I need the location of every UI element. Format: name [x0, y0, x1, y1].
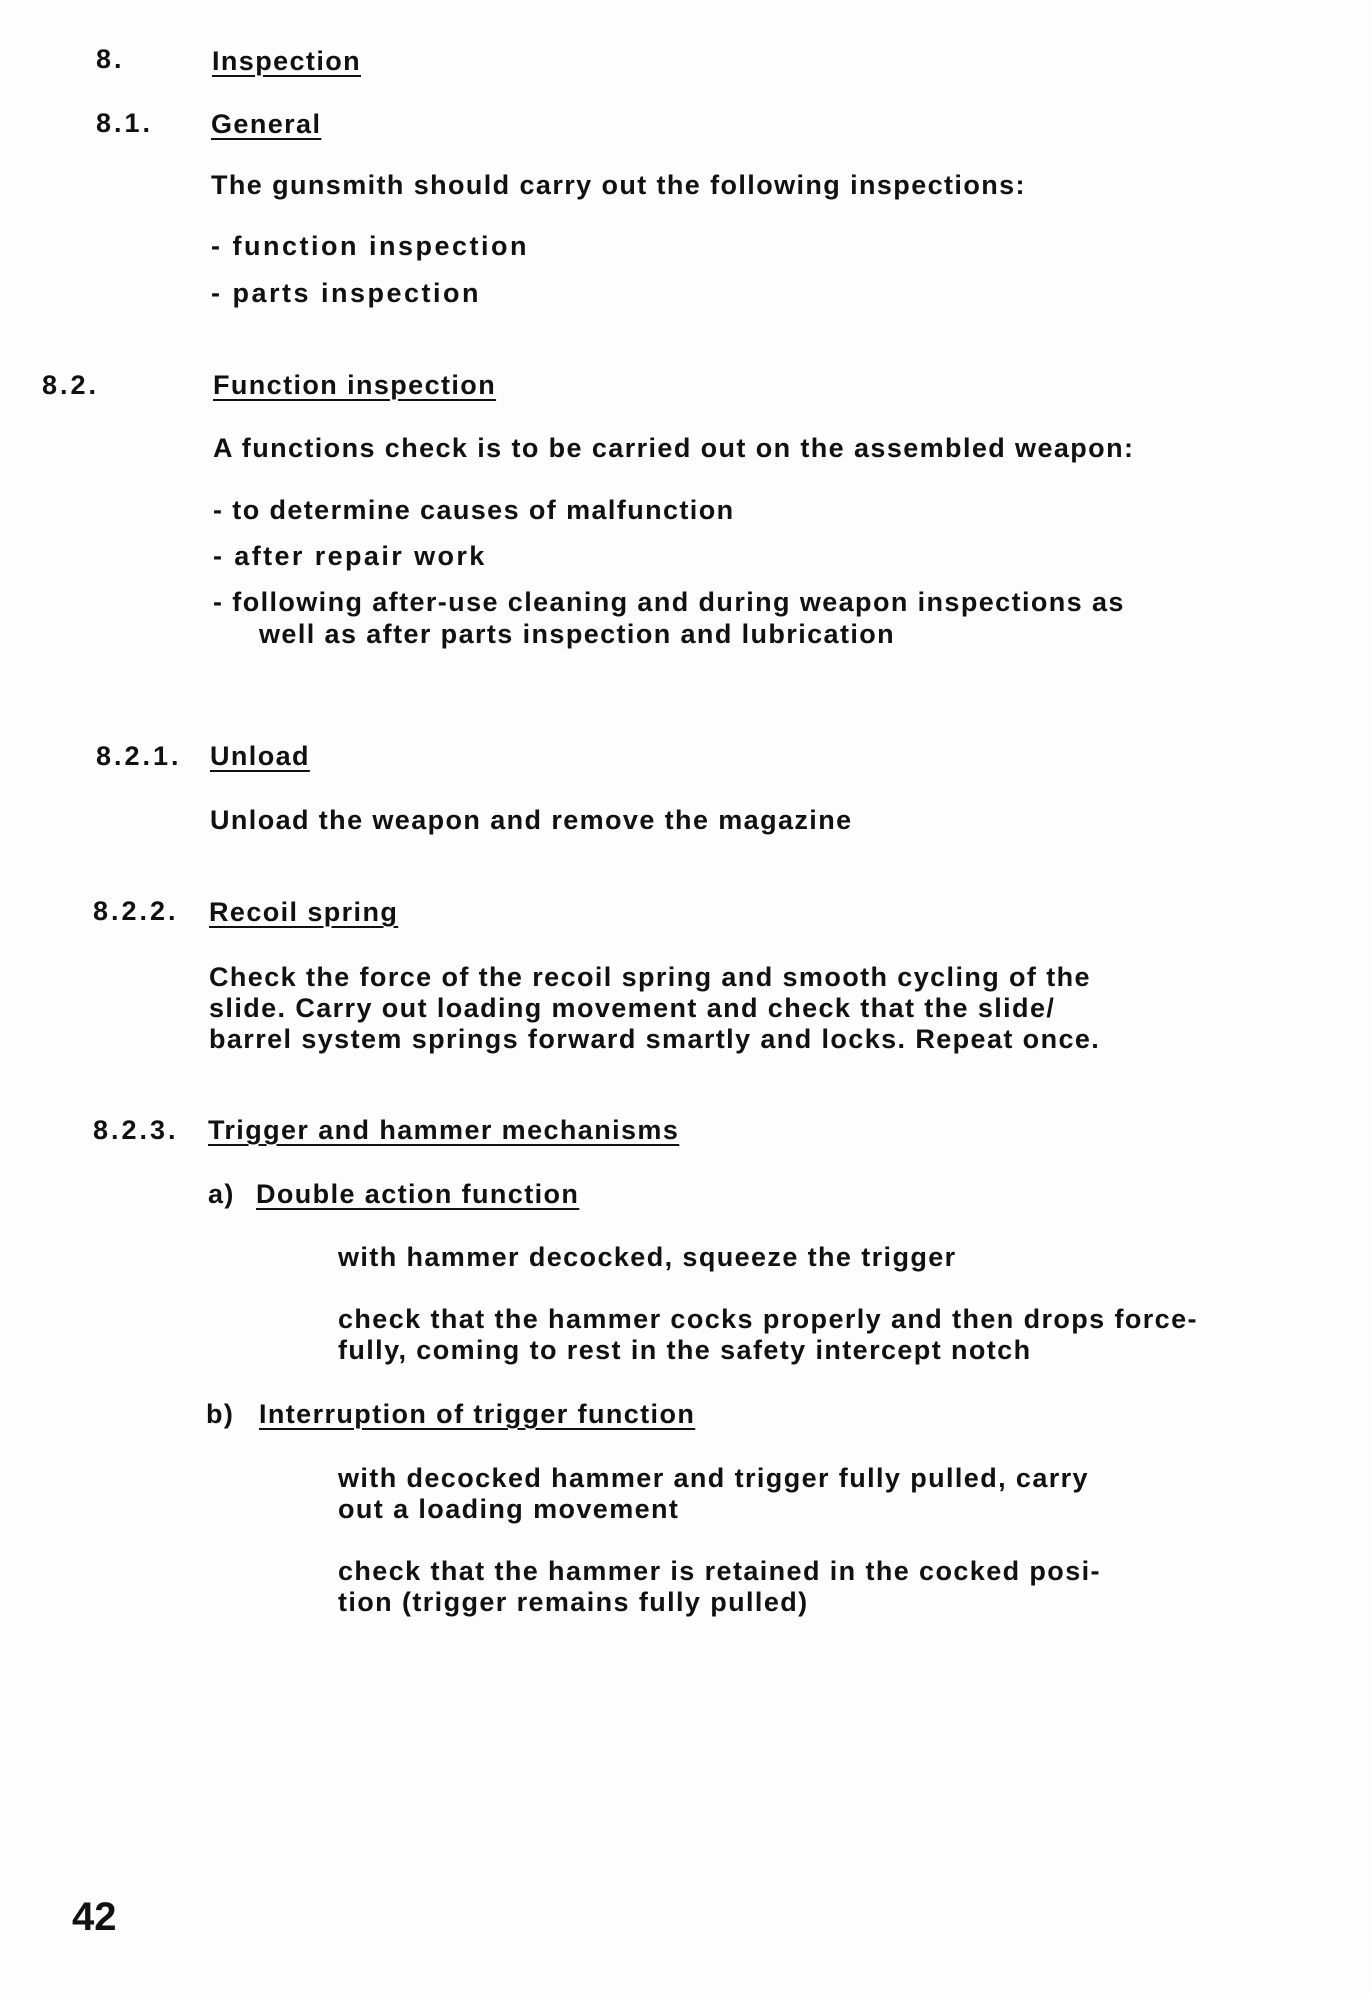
page-number: 42 — [72, 1895, 117, 1939]
subsection-b-paragraph-1-line-1: with decocked hammer and trigger fully pulled, carry — [338, 1463, 1089, 1493]
section-8-2-title: Function inspection — [213, 370, 497, 400]
section-8-1-bullet-1: - function inspection — [211, 233, 529, 260]
section-8-2-2-line-1: Check the force of the recoil spring and smooth cycling of the — [209, 962, 1091, 992]
section-8-1-bullet-2: - parts inspection — [211, 280, 481, 307]
section-8-2-1-number: 8.2.1. — [96, 741, 182, 771]
subsection-b-paragraph-1-line-2: out a loading movement — [338, 1494, 680, 1524]
section-8-2-2-line-3: barrel system springs forward smartly and locks. Repeat once. — [209, 1024, 1101, 1054]
section-8-2-1-title: Unload — [210, 741, 310, 771]
section-8-2-2-title: Recoil spring — [209, 897, 399, 927]
section-8-title: Inspection — [212, 46, 362, 76]
subsection-a-title: Double action function — [256, 1179, 580, 1209]
subsection-b-paragraph-2-line-1: check that the hammer is retained in the cocked posi- — [338, 1556, 1101, 1586]
section-8-2-bullet-2: - after repair work — [213, 543, 487, 570]
section-8-number: 8. — [96, 44, 125, 74]
section-8-1-intro: The gunsmith should carry out the following inspections: — [211, 170, 1026, 200]
subsection-b-paragraph-2-line-2: tion (trigger remains fully pulled) — [338, 1587, 809, 1617]
subsection-b-label: b) — [206, 1399, 235, 1429]
section-8-1-title: General — [211, 109, 322, 139]
section-8-2-1-text: Unload the weapon and remove the magazine — [210, 805, 853, 835]
section-8-2-3-number: 8.2.3. — [93, 1115, 179, 1145]
section-8-2-intro: A functions check is to be carried out on the assembled weapon: — [213, 433, 1135, 463]
section-8-2-bullet-1: - to determine causes of malfunction — [213, 497, 734, 524]
section-8-2-bullet-3-continued: well as after parts inspection and lubrication — [259, 619, 896, 649]
subsection-a-label: a) — [208, 1179, 235, 1209]
subsection-b-title: Interruption of trigger function — [259, 1399, 696, 1429]
subsection-a-paragraph-2-line-1: check that the hammer cocks properly and then drops force- — [338, 1304, 1198, 1334]
section-8-2-2-number: 8.2.2. — [93, 896, 179, 926]
section-8-2-3-title: Trigger and hammer mechanisms — [208, 1115, 680, 1145]
section-8-1-number: 8.1. — [96, 108, 154, 138]
subsection-a-paragraph-1: with hammer decocked, squeeze the trigger — [338, 1242, 957, 1272]
section-8-2-bullet-3: - following after-use cleaning and during weapon inspections as — [213, 589, 1125, 616]
section-8-2-number: 8.2. — [42, 370, 100, 400]
subsection-a-paragraph-2-line-2: fully, coming to rest in the safety intercept notch — [338, 1335, 1032, 1365]
section-8-2-2-line-2: slide. Carry out loading movement and check that the slide/ — [209, 993, 1056, 1023]
